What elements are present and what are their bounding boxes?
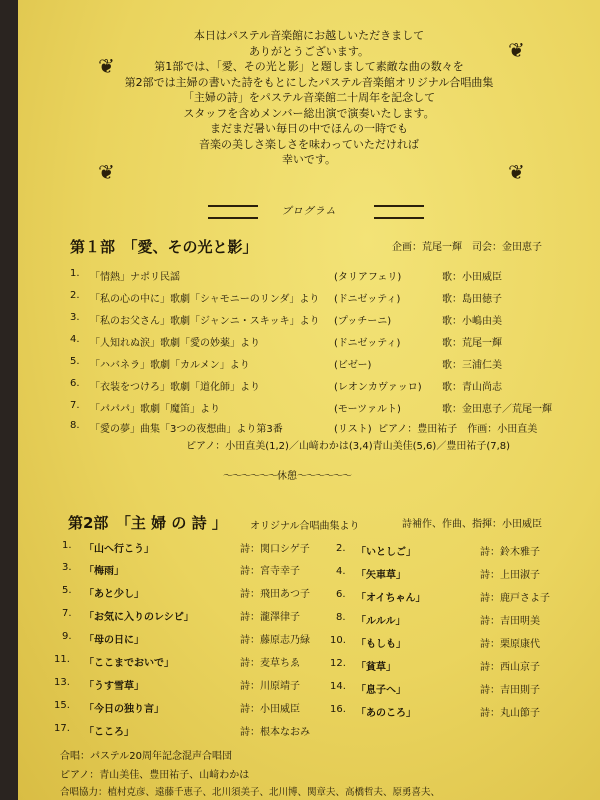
item-number: 2. bbox=[336, 543, 346, 554]
item-number: 4. bbox=[336, 566, 346, 577]
part1-credits: 企画：荒尾一輝 司会：金田恵子 bbox=[392, 242, 542, 253]
ornament-icon: ❦ bbox=[98, 160, 115, 184]
item-number: 11. bbox=[54, 654, 70, 665]
greeting-line: スタッフを含めメンバー総出演で演奏いたします。 bbox=[183, 106, 435, 120]
intermission-text: 休憩 bbox=[277, 471, 297, 482]
part1-title: 第１部 「愛、その光と影」 bbox=[70, 238, 258, 256]
item-title: 「貧草」 bbox=[356, 662, 396, 673]
item-singer: 歌：青山尚志 bbox=[442, 382, 502, 393]
piano-credit: ピアノ：青山美佳、豊田祐子、山﨑わかは bbox=[60, 770, 250, 781]
item-number: 2. bbox=[70, 290, 80, 301]
greeting-line: ありがとうございます。 bbox=[248, 44, 370, 58]
item-singer: 歌：荒尾一輝 bbox=[442, 338, 502, 349]
item-composer: (プッチーニ) bbox=[334, 316, 392, 327]
item-number: 4. bbox=[70, 334, 80, 345]
item-title: 「もしも」 bbox=[356, 639, 406, 650]
item-number: 3. bbox=[62, 562, 72, 573]
intermission-label bbox=[223, 467, 351, 482]
item-singer: 歌：島田徳子 bbox=[442, 294, 502, 305]
item-poet: 詩：西山京子 bbox=[480, 662, 540, 673]
item-poet: 詩：根本なおみ bbox=[240, 727, 310, 738]
item-title: 「ハバネラ」歌劇「カルメン」より bbox=[90, 360, 250, 371]
item-title: 「山へ行こう」 bbox=[84, 544, 154, 555]
item-singer: 歌：小田威臣 bbox=[442, 272, 502, 283]
item-number: 12. bbox=[330, 658, 346, 669]
item-number: 17. bbox=[54, 723, 70, 734]
item-number: 10. bbox=[330, 635, 346, 646]
item-poet: 詩：藤原志乃緑 bbox=[240, 635, 310, 646]
item-composer: (タリアフェリ) bbox=[334, 272, 402, 283]
item-number: 6. bbox=[336, 589, 346, 600]
part2-credits: 詩補作、作曲、指揮：小田威臣 bbox=[402, 519, 542, 530]
greeting-line: 音楽の美しさ楽しさを味わっていただければ bbox=[199, 137, 419, 151]
part2-title: 第2部 「主 婦 の 詩 」 bbox=[68, 514, 227, 532]
item-poet: 詩：鹿戸さよ子 bbox=[480, 593, 550, 604]
greeting-line: 第1部では、「愛、その光と影」と題しまして素敵な曲の数々を bbox=[154, 60, 464, 73]
item-composer: (ビゼー) bbox=[334, 360, 372, 371]
item-poet: 詩：小田威臣 bbox=[240, 704, 300, 715]
item-singer: 歌：小嶋由美 bbox=[442, 316, 502, 327]
divider-ornament-right bbox=[374, 205, 424, 219]
item-number: 13. bbox=[54, 677, 70, 688]
greeting-line: 本日はパステル音楽館にお越しいただきまして bbox=[193, 29, 425, 42]
greeting-line: 「主婦の詩」をパステル音楽館二十周年を記念して bbox=[182, 91, 436, 104]
item-title: 「人知れぬ涙」歌劇「愛の妙薬」より bbox=[90, 338, 260, 349]
greeting-line: まだまだ暑い毎日の中でほんの一時でも bbox=[210, 122, 408, 135]
item-number: 15. bbox=[54, 700, 70, 711]
item-title: 「梅雨」 bbox=[84, 566, 124, 577]
greeting-line: 幸いです。 bbox=[281, 153, 337, 166]
ornament-icon: ❦ bbox=[508, 160, 525, 184]
item-composer: (リスト) bbox=[334, 424, 372, 435]
cooperation-credit: 合唱協力：植村克彦、遠藤千恵子、北川須美子、北川博、関章夫、高橋哲夫、原勇喜夫、 bbox=[60, 787, 441, 798]
item-number: 3. bbox=[70, 312, 80, 323]
item-poet: 詩：瀧澤律子 bbox=[240, 612, 300, 623]
item-title: 「こころ」 bbox=[84, 727, 134, 738]
item-number: 1. bbox=[70, 268, 80, 279]
intermission-line: ～～～～～～ bbox=[297, 471, 351, 482]
program-heading: プログラム bbox=[281, 206, 337, 217]
item-poet: 詩：丸山節子 bbox=[480, 708, 540, 719]
item-title: 「オイちゃん」 bbox=[356, 593, 426, 604]
item-title: 「いとしご」 bbox=[356, 547, 416, 558]
item-title: 「ここまでおいで」 bbox=[84, 658, 174, 669]
part2-subtitle: オリジナル合唱曲集より bbox=[250, 521, 360, 532]
item-number: 16. bbox=[330, 704, 346, 715]
item-poet: 詩：宮寺幸子 bbox=[240, 566, 300, 577]
item-number: 9. bbox=[62, 631, 72, 642]
item-composer: (レオンカヴァッロ) bbox=[334, 382, 422, 393]
item-title: 「矢車草」 bbox=[356, 570, 406, 581]
item-title: 「お気に入りのレシピ」 bbox=[84, 612, 194, 623]
item-poet: 詩：麦草ちゑ bbox=[240, 658, 300, 669]
item-poet: 詩：吉田則子 bbox=[480, 685, 540, 696]
item-poet: 詩：川原靖子 bbox=[240, 681, 300, 692]
item-title: 「情熱」ナポリ民謡 bbox=[90, 272, 180, 283]
item-title: 「あのころ」 bbox=[356, 708, 416, 719]
item-poet: 詩：飛田あつ子 bbox=[240, 589, 310, 600]
item-number: 8. bbox=[336, 612, 346, 623]
item-number: 8. bbox=[70, 420, 80, 431]
item-poet: 詩：吉田明美 bbox=[480, 616, 540, 627]
item-singer: 歌：三浦仁美 bbox=[442, 360, 502, 371]
item-title: 「私のお父さん」歌劇「ジャンニ・スキッキ」より bbox=[90, 316, 320, 327]
item-poet: 詩：栗原康代 bbox=[480, 639, 540, 650]
chorus-credit: 合唱：パステル20周年記念混声合唱団 bbox=[60, 751, 233, 762]
item-composer: (ドニゼッティ) bbox=[334, 338, 401, 349]
item-poet: 詩：上田淑子 bbox=[480, 570, 540, 581]
item-number: 7. bbox=[62, 608, 72, 619]
item-performer: ピアノ：豊田祐子 作画：小田直美 bbox=[378, 424, 538, 435]
ornament-icon: ❦ bbox=[508, 38, 525, 62]
item-title: 「私の心の中に」歌劇「シャモニーのリンダ」より bbox=[90, 294, 320, 305]
program-sheet bbox=[18, 0, 600, 800]
item-number: 7. bbox=[70, 400, 80, 411]
item-number: 5. bbox=[62, 585, 72, 596]
item-number: 1. bbox=[62, 540, 72, 551]
item-title: 「衣装をつけろ」歌劇「道化師」より bbox=[90, 382, 260, 393]
item-title: 「うす雪草」 bbox=[84, 681, 144, 692]
part1-piano-credits: ピアノ：小田直美(1,2)／山﨑わかは(3,4)青山美佳(5,6)／豊田祐子(7,8) bbox=[186, 441, 511, 452]
item-singer: 歌：金田恵子／荒尾一輝 bbox=[442, 404, 552, 415]
greeting-message bbox=[18, 28, 600, 168]
item-title: 「息子へ」 bbox=[356, 685, 406, 696]
greeting-line: 第2部では主婦の書いた詩をもとにしたパステル音楽館オリジナル合唱曲集 bbox=[124, 75, 494, 89]
item-title: 「パパパ」歌劇「魔笛」より bbox=[90, 404, 220, 415]
intermission-line: ～～～～～～ bbox=[223, 471, 277, 482]
item-title: 「今日の独り言」 bbox=[84, 704, 164, 715]
item-title: 「愛の夢」曲集「3つの夜想曲」より第3番 bbox=[90, 424, 283, 435]
item-title: 「あと少し」 bbox=[84, 589, 144, 600]
item-number: 6. bbox=[70, 378, 80, 389]
item-number: 5. bbox=[70, 356, 80, 367]
item-composer: (モーツァルト) bbox=[334, 404, 401, 415]
item-poet: 詩：鈴木雅子 bbox=[480, 547, 540, 558]
item-title: 「母の日に」 bbox=[84, 635, 144, 646]
item-number: 14. bbox=[330, 681, 346, 692]
item-poet: 詩：関口シゲ子 bbox=[240, 544, 310, 555]
item-title: 「ルルル」 bbox=[356, 616, 406, 627]
ornament-icon: ❦ bbox=[98, 54, 115, 78]
item-composer: (ドニゼッティ) bbox=[334, 294, 401, 305]
